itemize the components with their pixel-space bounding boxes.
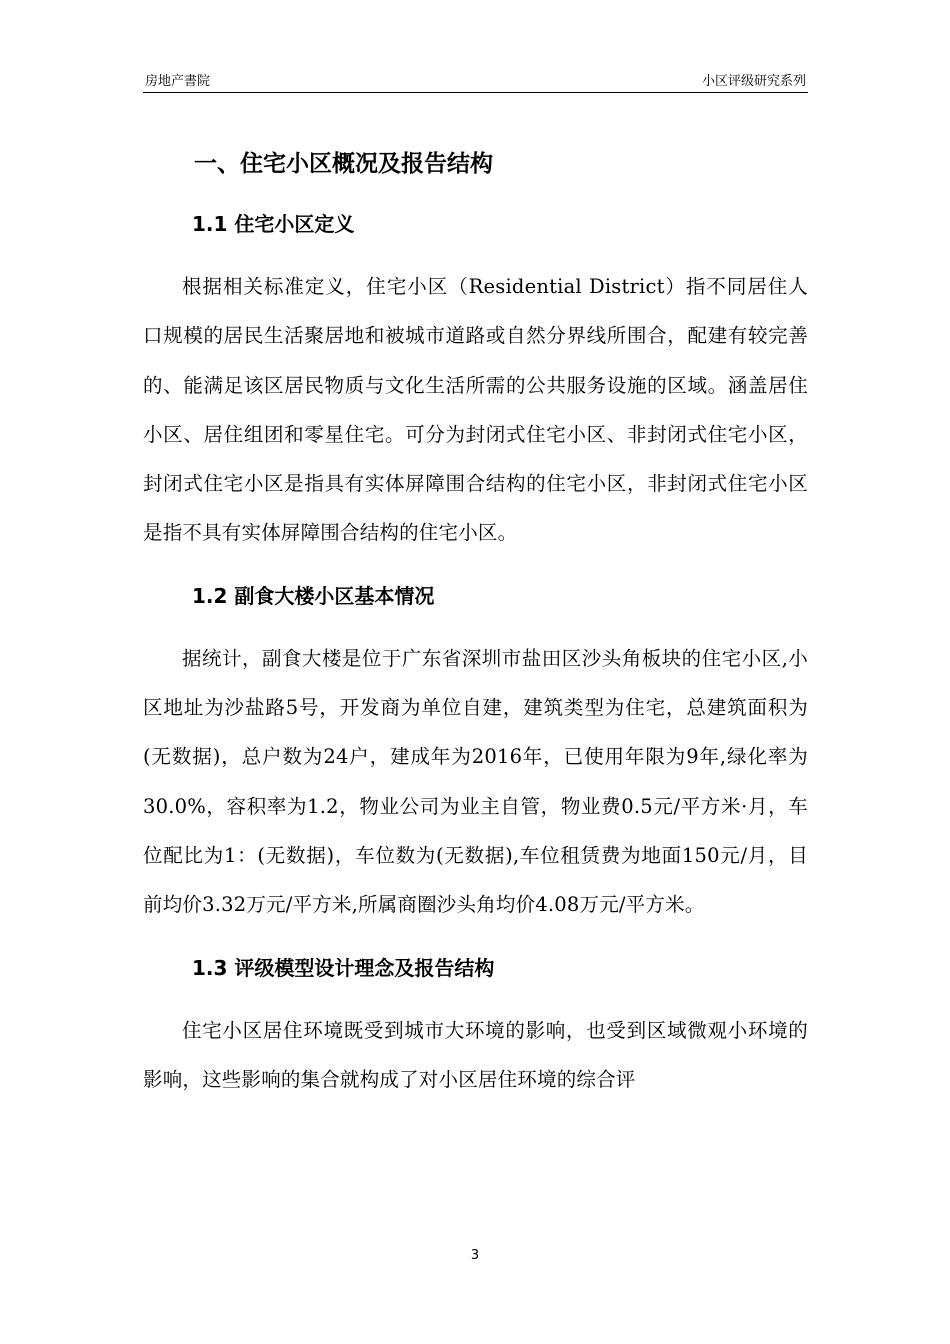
section-1-heading: 一、住宅小区概况及报告结构	[194, 151, 493, 177]
header-series-title: 小区评级研究系列	[701, 74, 806, 89]
page-number: 3	[470, 1248, 480, 1263]
page-content	[143, 140, 808, 1104]
section-1-1-paragraph: 根据相关标准定义，住宅小区（Residential District）指不同居住人口规模的居民生活聚居地和被城市道路或自然分界线所围合，配建有较完善的、能满足该区居民物质与文化生活所需的公共服务设施的区域。涵盖居住小区、居住组团和零星住宅。可分为封闭式住宅小区、非封闭式住宅小区，封闭式住宅小区是指具有实体屏障围合结构的住宅小区，非封闭式住宅小区是指不具有实体屏障围合结构的住宅小区。	[143, 275, 808, 545]
section-1-2-paragraph: 据统计，副食大楼是位于广东省深圳市盐田区沙头角板块的住宅小区,小区地址为沙盐路5号，开发商为单位自建，建筑类型为住宅，总建筑面积为(无数据)，总户数为24户，建成年为2016年，已使用年限为9年,绿化率为30.0%，容积率为1.2，物业公司为业主自管，物业费0.5元/平方米·月，车位配比为1：(无数据)，车位数为(无数据),车位租赁费为地面150元/月，目前均价3.32万元/平方米,所属商圈沙头角均价4.08万元/平方米。	[143, 646, 808, 917]
section-1-2-heading: 1.2 副食大楼小区基本情况	[192, 583, 435, 608]
section-1-1-heading: 1.1 住宅小区定义	[192, 212, 355, 236]
section-1-3-heading: 1.3 评级模型设计理念及报告结构	[192, 955, 495, 980]
header-publisher: 房地产書院	[145, 74, 211, 89]
page-header	[143, 68, 808, 93]
section-1-3-paragraph: 住宅小区居住环境既受到城市大环境的影响，也受到区域微观小环境的影响，这些影响的集合就构成了对小区居住环境的综合评	[143, 1018, 808, 1091]
